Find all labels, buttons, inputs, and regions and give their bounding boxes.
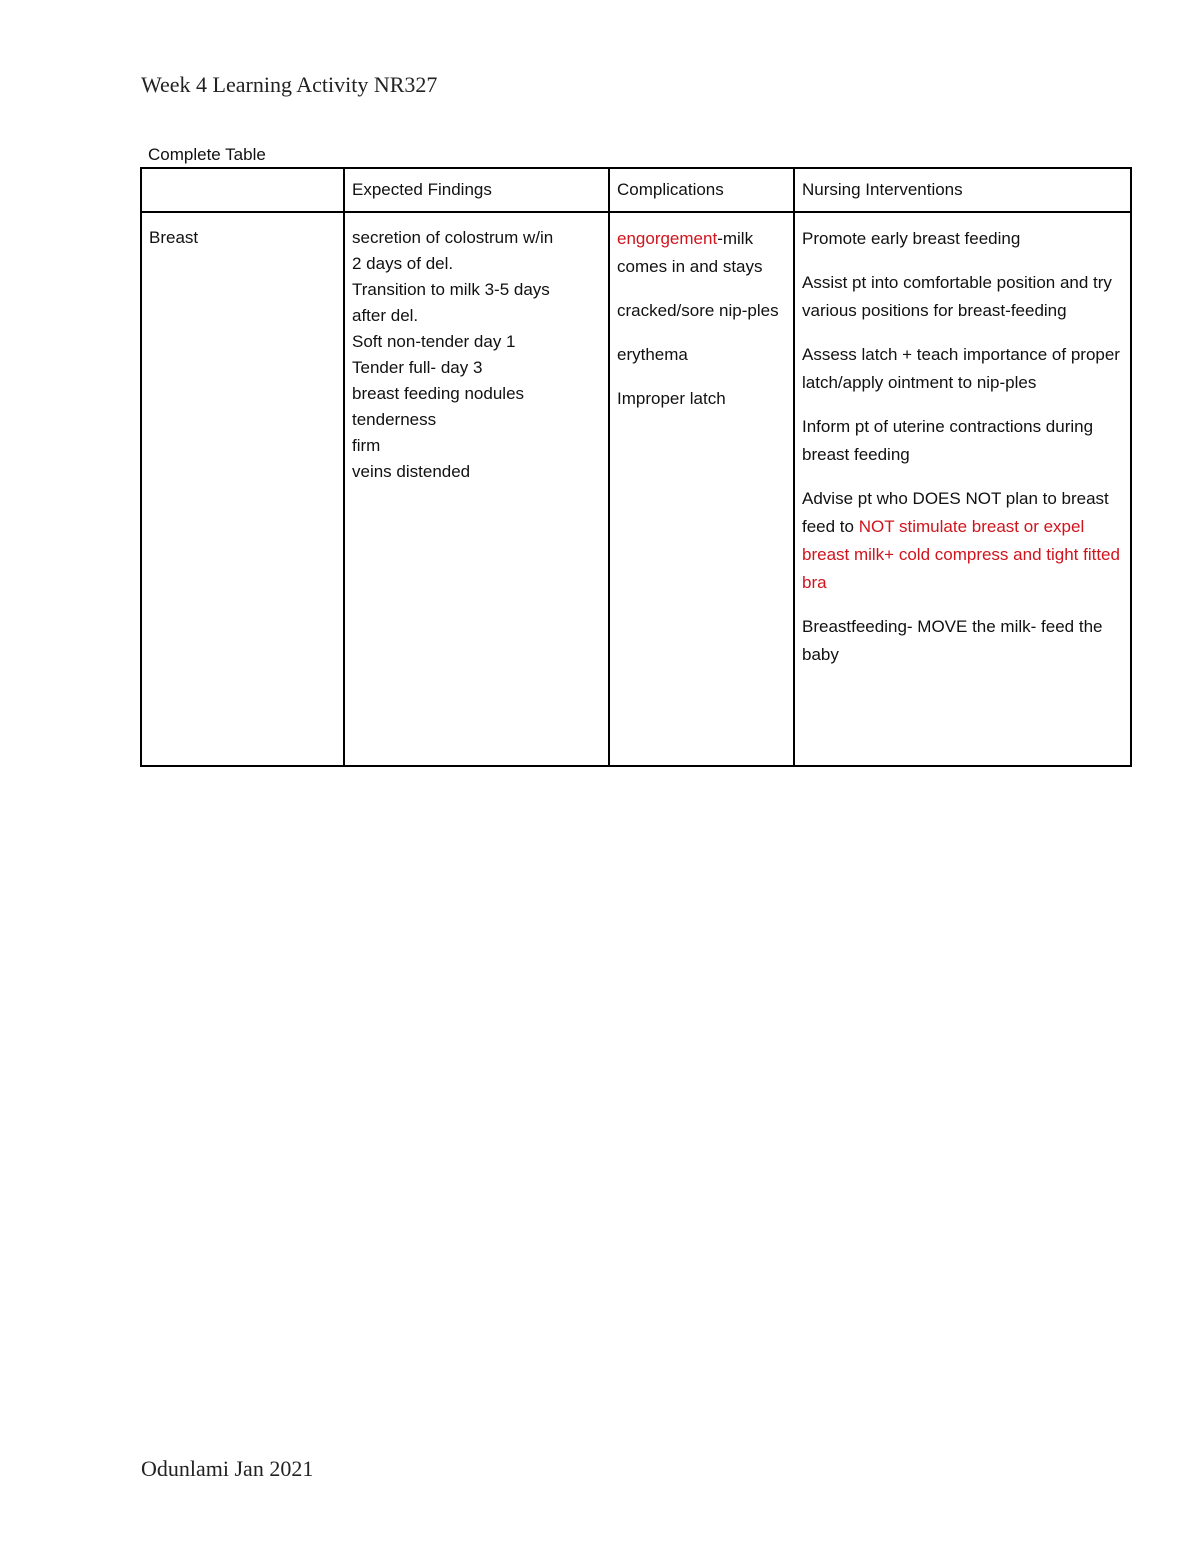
advise-text: Advise pt who DOES NOT plan to breast feed to [802, 489, 1109, 536]
care-table [140, 167, 1132, 767]
finding-line: tenderness [352, 410, 437, 429]
row-label: Breast [149, 228, 199, 247]
finding-line: Soft non-tender day 1 [352, 332, 516, 351]
finding-line: 2 days of del. [352, 254, 454, 273]
intervention-item: Inform pt of uterine contractions during breast feeding [802, 417, 1094, 464]
page-footer: Odunlami Jan 2021 [141, 1456, 314, 1481]
intervention-item: Promote early breast feeding [802, 229, 1021, 248]
complication-item: erythema [617, 345, 688, 364]
finding-line: Tender full- day 3 [352, 358, 483, 377]
interventions-cell [794, 212, 1131, 766]
engorgement-term: engorgement [617, 229, 718, 248]
advise-highlight: NOT stimulate breast or expel breast milk+ cold compress and tight fitted bra [802, 517, 1120, 592]
row-label-cell [141, 212, 344, 766]
complication-item: cracked/sore nip-ples [617, 301, 779, 320]
table-row-breast [141, 212, 1131, 766]
header-expected-findings: Expected Findings [344, 168, 609, 212]
intervention-item: Assess latch + teach importance of proper latch/apply ointment to nip-ples [802, 345, 1120, 392]
intervention-item-advise [802, 485, 1123, 597]
page-header-title: Week 4 Learning Activity NR327 [141, 72, 438, 97]
table-header-row [141, 168, 1131, 212]
finding-line: after del. [352, 306, 419, 325]
finding-line: secretion of colostrum w/in [352, 228, 554, 247]
finding-line: firm [352, 436, 381, 455]
complication-item: Improper latch [617, 389, 726, 408]
expected-findings-cell [344, 212, 609, 766]
intervention-item: Assist pt into comfortable position and try various positions for breast-feeding [802, 273, 1112, 320]
header-nursing-interventions: Nursing Interventions [794, 168, 1131, 212]
finding-line: Transition to milk 3-5 days [352, 280, 550, 299]
complications-cell [609, 212, 794, 766]
finding-line: breast feeding nodules [352, 384, 525, 403]
finding-line: veins distended [352, 462, 471, 481]
engorgement-description: -milk comes in and stays [617, 229, 763, 276]
table-caption: Complete Table [148, 145, 266, 164]
complication-engorgement [617, 225, 786, 281]
header-cell-empty [141, 168, 344, 212]
intervention-item: Breastfeeding- MOVE the milk- feed the baby [802, 617, 1103, 664]
header-complications: Complications [609, 168, 794, 212]
